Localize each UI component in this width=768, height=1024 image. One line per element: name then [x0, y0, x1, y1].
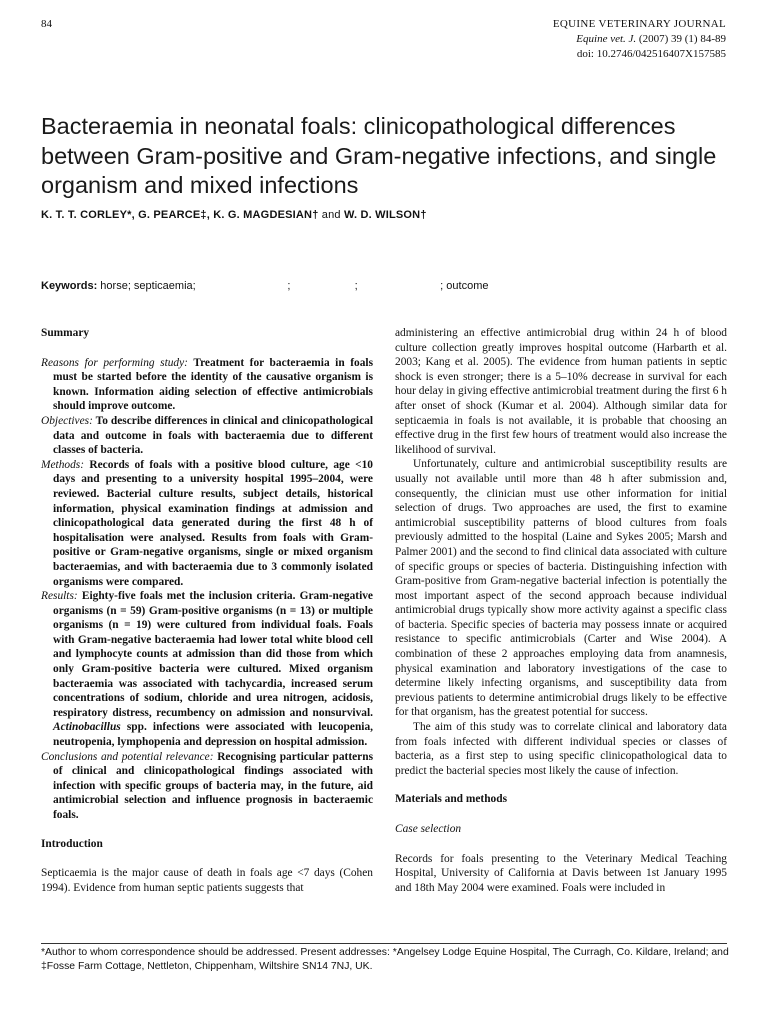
page-number: 84: [41, 18, 52, 30]
keywords-label: Keywords:: [41, 280, 98, 292]
doi: doi: 10.2746/042516407X157585: [576, 48, 726, 60]
footnote-rule: [41, 943, 727, 944]
citation-rest: (2007) 39 (1) 84-89: [638, 33, 726, 45]
results-label: Results:: [41, 590, 78, 603]
citation: [553, 32, 726, 47]
body-para-4: Records for foals presenting to the Veterinary Medical Teaching Hospital, University of California at Davis between 1st January 1995 and 18th May 2004 were examined. Foals were included in: [395, 852, 727, 894]
objectives-text: To describe differences in clinical and clinicopathological data and outcome in foals with bacteraemia due to different classes of bacteria.: [53, 414, 373, 457]
footnote: *Author to whom correspondence should be addressed. Present addresses: *Angelsey Lodge Equine Hospital, The Curragh, Co. Kildare, Ireland; and ‡Fosse Farm Cottage, Nettleton, Chippenham, Wiltshire SN14 7NJ, UK.: [41, 947, 729, 972]
introduction-para-1: Septicaemia is the major cause of death in foals age <7 days (Cohen 1994). Evidence from human septic patients suggests that: [41, 867, 373, 894]
methods-text: Records of foals with a positive blood culture, age <10 days and presenting to a university hospital 1995–2004, were reviewed. Bacterial culture results, subject details, historical information, physical examination findings at admission and clinicopathological data generated during the first 48 h of hospitalisation were analysed. Results from foals with Gram-positive or Gram-negative organisms, single or mixed organism bacteraemias, and with bacteraemia due to 3 commonly isolated organisms were compared.: [53, 458, 373, 588]
authors: [41, 209, 427, 221]
case-selection-heading: Case selection: [395, 823, 462, 835]
body-para-2: Unfortunately, culture and antimicrobial susceptibility results are usually not available until more than 48 h after submission and, consequently, the clinician must use other information for initial selection of drugs. Two approaches are used, the first to examine antimicrobial susceptibility patterns of blood cultures from foals previously admitted to the hospital (Laine and Sykes 2005; Marsh and Palmer 2001) and the second to find clinical data associated with culture of specific groups or species of bacteria. Distinguishing infection with Gram-positive from Gram-negative bacterial infection is potentially the most important aspect of the second approach because individual antimicrobial drugs typically show more activity against a specific class of bacteria. Specific species of bacteria may possess innate or acquired resistance to specific antimicrobials (Carter and Wise 2004). A combination of these 2 approaches employing data from anamnesis, physical examination and laboratory investigations of the case to determine likely infecting organisms, and susceptibility data from previous patients to determine antimicrobial drugs likely to be effective for that organism, has the greatest potential for success.: [395, 458, 727, 719]
summary-conclusions: [41, 750, 373, 823]
right-column: [395, 326, 727, 895]
authors-last: W. D. WILSON†: [340, 209, 427, 221]
results-genus: Actinobacillus: [53, 721, 121, 734]
results-text2: spp. infections were associated with leucopenia, neutropenia, lymphopenia and depression on hospital admission.: [53, 721, 373, 749]
authors-main: K. T. T. CORLEY*, G. PEARCE‡, K. G. MAGDESIAN†: [41, 209, 322, 221]
results-text: Eighty-five foals met the inclusion criteria. Gram-negative organisms (n = 59) Gram-positive organisms (n = 13) or multiple organisms (n = 19) were cultured from individual foals. Foals with Gram-negative bacteraemia had lower total white blood cell and lymphocyte counts at admission than did those from which only Gram-positive bacteria were cultured. Mixed organism bacteraemia was associated with tachycardia, increased serum concentrations of sodium, chloride and urea nitrogen, acidosis, respiratory distress, recumbency on admission and nonsurvival.: [53, 590, 373, 719]
body-para-3: The aim of this study was to correlate clinical and laboratory data from foals infected with different individual species or classes of bacteria, as a first step to using specific clinicopathological data to predict the bacterial species most likely the cause of infection.: [395, 721, 727, 777]
journal-header: [553, 17, 726, 62]
conclusions-label: Conclusions and potential relevance:: [41, 750, 214, 763]
reasons-text: Treatment for bacteraemia in foals must be started before the identity of the causative organism is known. Information aiding selection of effective antimicrobials should improve outcome.: [53, 356, 374, 413]
left-column: [41, 326, 373, 895]
summary-results: [41, 589, 373, 750]
introduction-heading: Introduction: [41, 837, 103, 850]
citation-abbrev: Equine vet. J.: [576, 33, 637, 45]
journal-name: EQUINE VETERINARY JOURNAL: [552, 18, 726, 30]
summary-objectives: [41, 414, 373, 458]
reasons-label: Reasons for performing study:: [41, 356, 188, 369]
keywords-text: horse; septicaemia; ; ; ; outcome: [97, 280, 489, 292]
keywords: [41, 280, 488, 292]
summary-reasons: [41, 356, 373, 414]
objectives-label: Objectives:: [41, 414, 93, 427]
body-para-1: administering an effective antimicrobial drug within 24 h of blood culture collection greatly improves hospital outcome (Harbarth et al. 2003; Kang et al. 2005). The evidence from human patients in septic shock is even stronger; there is a 5–10% decrease in survival for each hour delay in giving effective antimicrobial treatment during the first 6 h after onset of shock (Kumar et al. 2004). Although similar data for septicaemia in foals is not available, it is probable that choosing an effective drug in the first few hours of treatment would also increase the likelihood of survival.: [395, 327, 727, 456]
article-title: Bacteraemia in neonatal foals: clinicopathological differences between Gram-positive and Gram-negative infections, and single organism and mixed infections: [41, 113, 717, 198]
methods-heading: Materials and methods: [395, 793, 508, 806]
authors-and: and: [321, 209, 341, 221]
methods-label: Methods:: [41, 458, 85, 471]
summary-methods: [41, 458, 373, 589]
conclusions-text: Recognising particular patterns of clinical and clinicopathological findings associated with infection with specific groups of bacteria may, in the future, aid antimicrobial selection and influence prognosis in bacteraemic foals.: [53, 750, 373, 821]
summary-heading: Summary: [41, 327, 90, 339]
